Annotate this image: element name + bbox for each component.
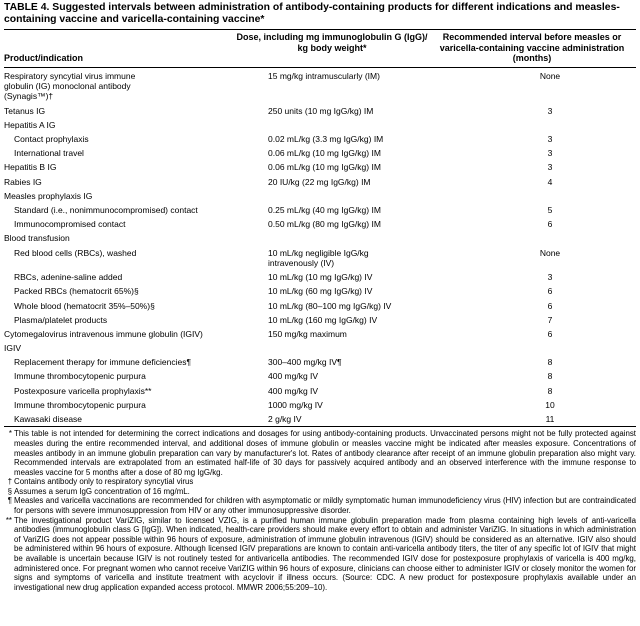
table-row	[4, 104, 636, 118]
row-dose: 10 mL/kg negligible IgG/kg intravenously (IV)	[268, 247, 369, 268]
row-product: Red blood cells (RBCs), washed	[14, 247, 137, 258]
row-interval	[464, 120, 636, 130]
table-body	[4, 68, 636, 427]
table-row	[4, 327, 636, 341]
row-dose: 2 g/kg IV	[268, 414, 302, 425]
row-interval: 6	[547, 286, 553, 297]
row-interval: 10	[545, 399, 555, 410]
header-dose: Dose, including mg immunoglobulin G (IgG)/ kg body weight*	[236, 32, 428, 53]
row-product: Hepatitis B IG	[4, 162, 57, 173]
row-product: Immune thrombocytopenic purpura	[14, 399, 146, 410]
row-interval: 7	[547, 314, 553, 325]
row-product: Immunocompromised contact	[14, 219, 126, 230]
header-product: Product/indication	[4, 53, 84, 64]
table-row	[4, 231, 636, 245]
row-product: International travel	[14, 148, 84, 159]
footnote-text: Assumes a serum IgG concentration of 16 mg/mL.	[14, 486, 190, 496]
row-interval: 6	[547, 300, 553, 311]
table-row	[4, 370, 636, 384]
row-interval	[464, 343, 636, 353]
footnote-text: This table is not intended for determining the correct indications and dosages for using antibody-containing products. Unvaccinated persons might not be fully protected against measles during the entire recommended interval, and additional doses of immune globulin or measles vaccine might be indicated after measles exposure. Concentrations of measles antibody in an immune globulin preparation can vary by manufacturer's lot. Rates of antibody clearance after receipt of an immune globulin preparation also might vary. Recommended intervals are extrapolated from an estimated half-life of 30 days for passively acquired antibody and an observed interference with the immune response to measles vaccine for 5 months after a dose of 80 mg IgG/kg.	[14, 429, 636, 477]
table-row	[4, 217, 636, 231]
row-dose: 400 mg/kg IV	[268, 371, 319, 382]
row-interval: 3	[547, 134, 553, 145]
table-row	[4, 69, 636, 104]
document-page	[4, 2, 636, 592]
footnote	[4, 516, 636, 593]
row-interval: 8	[547, 371, 553, 382]
footnote-mark: *	[8, 429, 12, 439]
row-product: Hepatitis A IG	[4, 119, 56, 130]
row-dose: 10 mL/kg (60 mg IgG/kg) IV	[268, 286, 373, 297]
row-interval: 3	[547, 105, 553, 116]
table-row	[4, 161, 636, 175]
row-product: Plasma/platelet products	[14, 314, 108, 325]
row-dose	[268, 191, 464, 201]
table-row	[4, 284, 636, 298]
table-row	[4, 355, 636, 369]
row-dose	[268, 120, 464, 130]
table-header	[4, 30, 636, 67]
row-dose: 0.06 mL/kg (10 mg IgG/kg) IM	[268, 148, 381, 159]
row-product: Cytomegalovirus intravenous immune globulin (IGIV)	[4, 328, 203, 339]
table-row	[4, 270, 636, 284]
table-row	[4, 189, 636, 203]
footnote	[4, 487, 636, 497]
row-dose: 0.02 mL/kg (3.3 mg IgG/kg) IM	[268, 134, 384, 145]
row-interval: 8	[547, 357, 553, 368]
table-row	[4, 118, 636, 132]
row-dose: 150 mg/kg maximum	[268, 328, 347, 339]
footnote	[4, 496, 636, 515]
row-dose: 250 units (10 mg IgG/kg) IM	[268, 105, 374, 116]
table-title: TABLE 4. Suggested intervals between administration of antibody-containing products for different indications and measles-containing vaccine and varicella-containing vaccine*	[4, 2, 620, 25]
row-dose: 1000 mg/kg IV	[268, 399, 323, 410]
row-interval: None	[539, 247, 561, 258]
table-row	[4, 384, 636, 398]
row-interval: 6	[547, 219, 553, 230]
table-row	[4, 175, 636, 189]
row-interval: 8	[547, 385, 553, 396]
row-interval: 6	[547, 328, 553, 339]
row-product: Kawasaki disease	[14, 414, 83, 425]
table-row	[4, 341, 636, 355]
row-product: Blood transfusion	[4, 233, 70, 244]
footnotes	[4, 427, 636, 592]
row-dose: 300–400 mg/kg IV¶	[268, 357, 342, 368]
row-dose: 0.25 mL/kg (40 mg IgG/kg) IM	[268, 204, 381, 215]
row-product: Measles prophylaxis IG	[4, 190, 93, 201]
row-interval: 3	[547, 148, 553, 159]
row-product: Whole blood (hematocrit 35%–50%)§	[14, 300, 155, 311]
footnote-text: The investigational product VariZIG, similar to licensed VZIG, is a purified human immune globulin preparation made from plasma containing high levels of anti-varicella antibodies (immunoglobulin class G [IgG]). When indicated, health-care providers should make every effort to obtain and administer VariZIG. In situations in which administration of VariZIG does not appear possible within 96 hours of exposure, administration of immune globulin intravenous (IGIV) should be considered as an alternative. IGIV also should be administered within 96 hours of exposure. Although licensed IGIV preparations are known to contain anti-varicella antibody titers, the titer of any specific lot of IGIV that might be available is uncertain because IGIV is not routinely tested for antivaricella antibodies. The recommended IGIV dose for postexposure prophylaxis of varicella is 400 mg/kg, administered once. For pregnant women who cannot receive VariZIG within 96 hours of exposure, clinicians can choose either to administer IGIV or closely monitor the women for signs and symptoms of varicella and institute treatment with acyclovir if illness occurs. (Source: CDC. A new product for postexposure prophylaxis available under an investigational new drug application expanded access protocol. MMWR 2006;55:209–10).	[14, 515, 636, 592]
row-dose	[268, 233, 464, 243]
row-product: Respiratory syncytial virus immune globulin (IG) monoclonal antibody (Synagis™)†	[4, 70, 136, 102]
table-row	[4, 146, 636, 160]
row-product: Packed RBCs (hematocrit 65%)§	[14, 286, 139, 297]
row-dose: 20 IU/kg (22 mg IgG/kg) IM	[268, 176, 371, 187]
row-dose: 10 mL/kg (10 mg IgG/kg) IV	[268, 272, 373, 283]
row-dose: 15 mg/kg intramuscularly (IM)	[268, 70, 380, 81]
footnote	[4, 429, 636, 477]
header-interval: Recommended interval before measles or varicella-containing vaccine administration (months)	[439, 32, 625, 64]
row-product: Tetanus IG	[4, 105, 46, 116]
footnote	[4, 477, 636, 487]
row-interval	[464, 191, 636, 201]
row-dose: 10 mL/kg (80–100 mg IgG/kg) IV	[268, 300, 392, 311]
table-row	[4, 313, 636, 327]
table-row	[4, 132, 636, 146]
row-interval: 4	[547, 176, 553, 187]
row-interval: None	[539, 70, 561, 81]
row-product: Contact prophylaxis	[14, 134, 89, 145]
row-interval: 5	[547, 204, 553, 215]
row-interval	[464, 233, 636, 243]
table-row	[4, 299, 636, 313]
footnote-text: Contains antibody only to respiratory syncytial virus	[14, 477, 194, 487]
row-interval: 3	[547, 162, 553, 173]
table-row	[4, 246, 636, 271]
row-dose: 400 mg/kg IV	[268, 385, 319, 396]
table-row	[4, 203, 636, 217]
row-product: Rabies IG	[4, 176, 42, 187]
footnote-mark: **	[5, 515, 12, 525]
row-dose	[268, 343, 464, 353]
row-product: Postexposure varicella prophylaxis**	[14, 385, 152, 396]
table-row	[4, 412, 636, 426]
row-product: RBCs, adenine-saline added	[14, 272, 123, 283]
footnote-mark: †	[7, 477, 12, 487]
footnote-mark: §	[7, 486, 12, 496]
row-product: Standard (i.e., nonimmunocompromised) contact	[14, 204, 198, 215]
table-row	[4, 398, 636, 412]
footnote-text: Measles and varicella vaccinations are recommended for children with asymptomatic or mildly symptomatic human immunodeficiency virus (HIV) infection but are contraindicated for persons with severe immunosuppression from HIV or any other immunosuppressive disorder.	[14, 496, 636, 516]
row-interval: 3	[547, 272, 553, 283]
row-dose: 0.50 mL/kg (80 mg IgG/kg) IM	[268, 219, 381, 230]
row-product: IGIV	[4, 343, 22, 354]
row-product: Immune thrombocytopenic purpura	[14, 371, 146, 382]
footnote-mark: ¶	[7, 496, 12, 506]
row-dose: 0.06 mL/kg (10 mg IgG/kg) IM	[268, 162, 381, 173]
row-dose: 10 mL/kg (160 mg IgG/kg) IV	[268, 314, 378, 325]
row-interval: 11	[545, 414, 555, 425]
row-product: Replacement therapy for immune deficiencies¶	[14, 357, 192, 368]
